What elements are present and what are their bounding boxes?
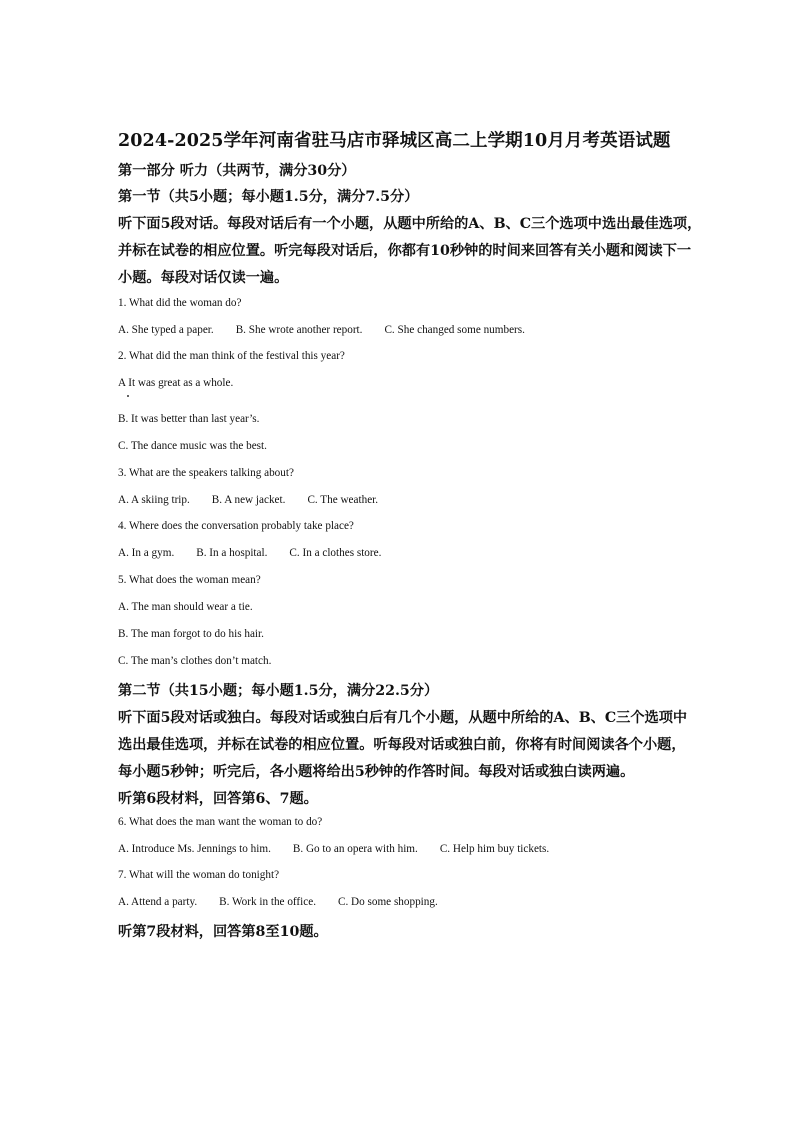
option-a: A It was great as a whole. (118, 377, 234, 389)
option-a: A. A skiing trip. (118, 494, 190, 506)
question-stem: 7. What will the woman do tonight? (118, 869, 280, 881)
question-stem: 1. What did the woman do? (118, 297, 242, 309)
question-options (118, 494, 400, 506)
part1-heading: 第一部分 听力（共两节，满分30分） (118, 163, 356, 179)
option-c: C. Do some shopping. (338, 896, 438, 908)
option-c: C. In a clothes store. (289, 547, 382, 559)
option-a: A. She typed a paper. (118, 324, 214, 336)
section1-instruction-line: 听下面5段对话。每段对话后有一个小题，从题中所给的A、B、C三个选项中选出最佳选项， (118, 216, 702, 232)
question-options (118, 896, 460, 908)
option-b: B. It was better than last year’s. (118, 413, 260, 425)
question-options (118, 547, 403, 559)
question-stem: 6. What does the man want the woman to do? (118, 816, 323, 828)
section2-instruction-line: 选出最佳选项，并标在试卷的相应位置。听每段对话或独白前，你将有时间阅读各个小题， (118, 737, 686, 753)
section2-instruction-line: 听下面5段对话或独白。每段对话或独白后有几个小题，从题中所给的A、B、C三个选项中 (118, 710, 688, 726)
question-stem: 3. What are the speakers talking about? (118, 467, 294, 479)
section2-heading: 第二节（共15小题；每小题1.5分，满分22.5分） (118, 683, 439, 699)
question-stem: 5. What does the woman mean? (118, 574, 261, 586)
option-b: B. She wrote another report. (235, 324, 363, 336)
question-options (118, 843, 571, 855)
option-c: C. The man’s clothes don’t match. (118, 655, 272, 667)
option-b: B. In a hospital. (196, 547, 268, 559)
option-c: C. She changed some numbers. (384, 324, 525, 336)
option-c: C. The dance music was the best. (118, 440, 267, 452)
section1-instruction-line: 小题。每段对话仅读一遍。 (118, 270, 289, 286)
question-options (118, 324, 547, 336)
option-c: C. Help him buy tickets. (439, 843, 550, 855)
option-a: A. In a gym. (118, 547, 175, 559)
question-stem: 2. What did the man think of the festival this year? (118, 350, 345, 362)
section1-instruction-line: 并标在试卷的相应位置。听完每段对话后，你都有10秒钟的时间来回答有关小题和阅读下一 (118, 243, 692, 259)
option-b: B. A new jacket. (211, 494, 286, 506)
section1-heading: 第一节（共5小题；每小题1.5分，满分7.5分） (118, 189, 419, 205)
option-a: A. The man should wear a tie. (118, 601, 253, 613)
option-c: C. The weather. (307, 494, 379, 506)
section2-instruction-line: 每小题5秒钟；听完后，各小题将给出5秒钟的作答时间。每段对话或独白读两遍。 (118, 764, 635, 780)
question-stem: 4. Where does the conversation probably take place? (118, 520, 354, 532)
option-b: B. The man forgot to do his hair. (118, 628, 264, 640)
option-a: A. Attend a party. (118, 896, 198, 908)
material-heading: 听第6段材料，回答第6、7题。 (118, 791, 318, 807)
stray-dot (127, 395, 129, 397)
option-b: B. Go to an opera with him. (292, 843, 418, 855)
material-heading: 听第7段材料，回答第8至10题。 (118, 924, 328, 940)
option-b: B. Work in the office. (219, 896, 316, 908)
option-a: A. Introduce Ms. Jennings to him. (118, 843, 271, 855)
page-title: 2024-2025学年河南省驻马店市驿城区高二上学期10月月考英语试题 (118, 131, 671, 151)
